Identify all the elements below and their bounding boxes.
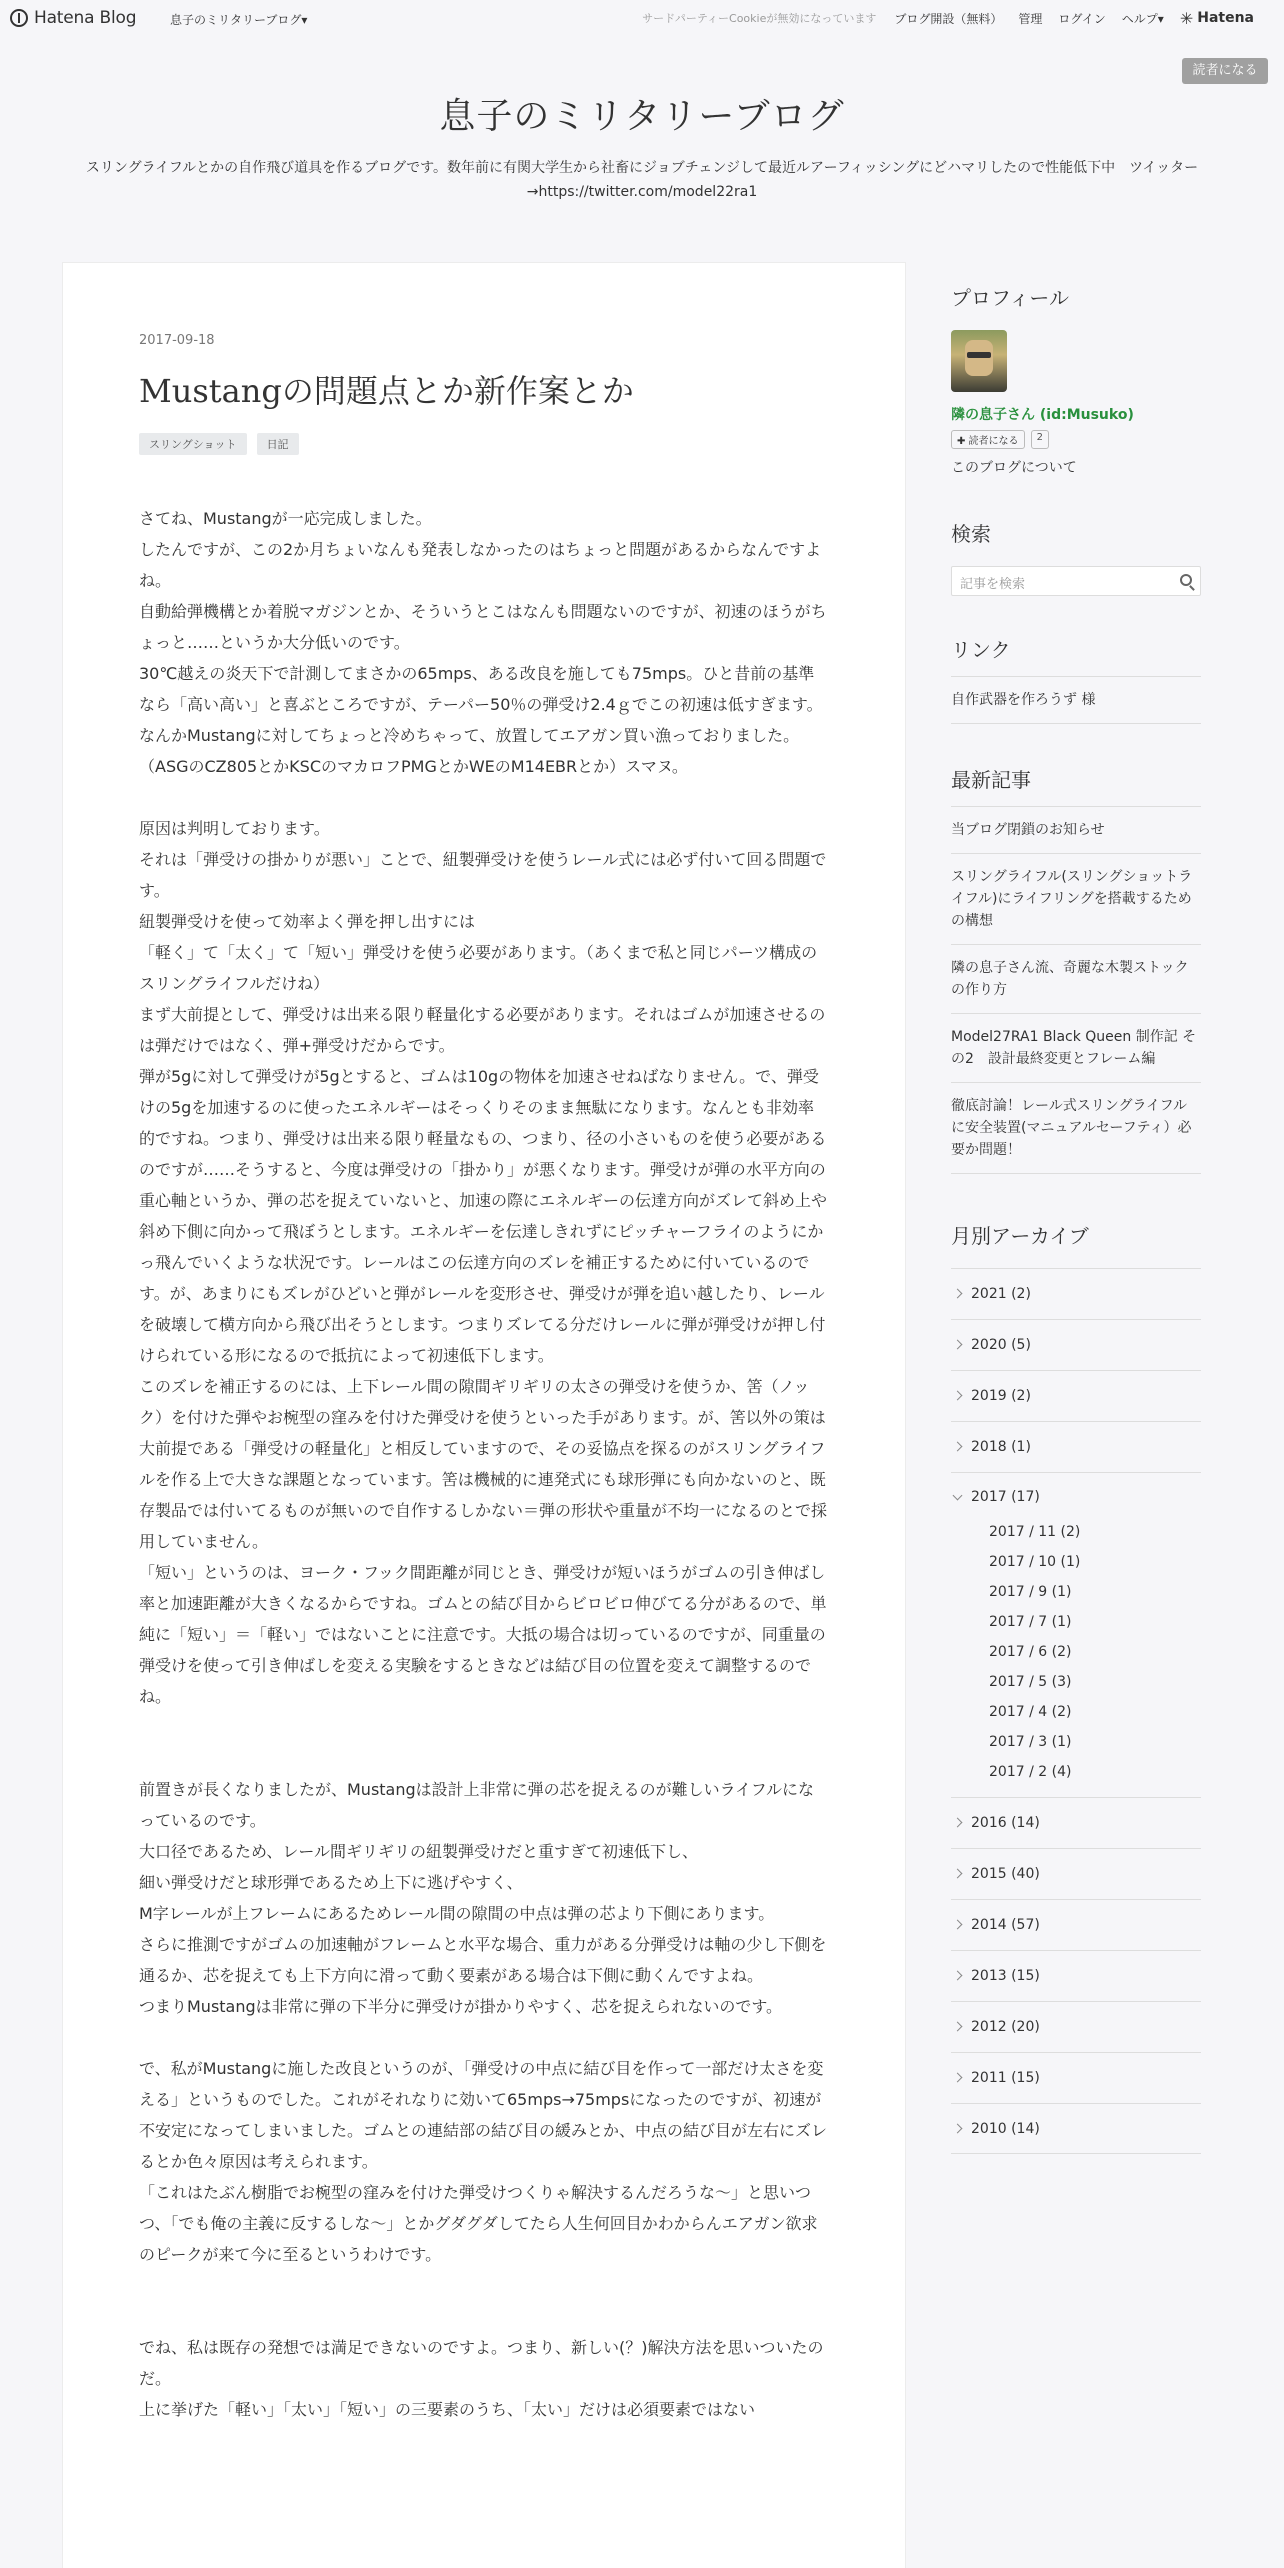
recent-entry-item[interactable]: 徹底討論！レール式スリングライフルに安全装置(マニュアルセーフティ）必要か問題！ bbox=[951, 1082, 1201, 1174]
search-placeholder: 記事を検索 bbox=[960, 577, 1026, 592]
entry-categories bbox=[139, 433, 309, 455]
profile-name[interactable]: 隣の息子さん (id:Musuko) bbox=[951, 407, 1134, 423]
reader-count[interactable]: 2 bbox=[1031, 430, 1049, 449]
archive-year-label[interactable]: 2020 (5) bbox=[971, 1337, 1031, 1353]
entry-paragraph: 前置きが長くなりましたが、Mustangは設計上非常に弾の芯を捉えるのが難しいライフルになっているのです。 大口径であるため、レール間ギリギリの紐製弾受けだと重すぎて初速低下し、 細い弾受けだと球形弾であるため上下に逃げやすく、 M字レールが上フレームにあるためレール間の隙間の中点は弾の芯より下側にあります。 さらに推測ですがゴムの加速軸がフレームと水平な場合、重力がある分弾受けは軸の少し下側を通るか、芯を捉えても上下方向に滑って動く要素がある場合は下側に動くんですよね。 つまりMustangは非常に弾の下半分に弾受けが掛かりやすく、芯を捉えられないのです。 bbox=[139, 1780, 827, 2016]
links-list bbox=[951, 676, 1201, 724]
archive-year-item[interactable] bbox=[951, 1370, 1201, 1421]
archive-year-item[interactable] bbox=[951, 1899, 1201, 1950]
hatena-star-icon: ✳ bbox=[1179, 8, 1194, 28]
archive-year-item[interactable] bbox=[951, 1268, 1201, 1319]
archive-year-item[interactable] bbox=[951, 2001, 1201, 2052]
recent-heading: 最新記事 bbox=[951, 768, 1031, 792]
archive-month-item[interactable]: 2017 / 10 (1) bbox=[989, 1554, 1081, 1570]
avatar-glasses bbox=[967, 352, 991, 358]
archive-year-label[interactable]: 2021 (2) bbox=[971, 1286, 1031, 1302]
archive-year-item[interactable] bbox=[951, 2052, 1201, 2103]
recent-entry-item[interactable]: 隣の息子さん流、奇麗な木製ストックの作り方 bbox=[951, 944, 1201, 1013]
archive-year-label[interactable]: 2017 (17) bbox=[971, 1489, 1040, 1505]
entry-paragraph: で、私がMustangに施した改良というのが、「弾受けの中点に結び目を作って一部だけ太さを変える」というものでした。これがそれなりに効いて65mps→75mpsになったのですが、初速が不安定になってしまいました。ゴムとの連結部の結び目の緩みとか、中点の結び目が左右にズレるとか色々原因は考えられます。 「これはたぶん樹脂でお椀型の窪みを付けた弾受けつくりゃ解決するんだろうな〜」と思いつつ、「でも俺の主義に反するしな〜」とかグダグダしてたら人生何回目かわからんエアガン欲求のピークが来て今に至るというわけです。 bbox=[139, 2059, 828, 2264]
avatar[interactable] bbox=[951, 330, 1007, 392]
open-blog-link[interactable]: ブログ開設（無料） bbox=[894, 11, 1003, 26]
cookie-notice[interactable]: サードパーティーCookieが無効になっています bbox=[642, 12, 877, 25]
archive-month-item[interactable]: 2017 / 9 (1) bbox=[989, 1584, 1072, 1600]
blog-title[interactable]: 息子のミリタリーブログ bbox=[439, 96, 845, 137]
admin-link[interactable]: 管理 bbox=[1018, 11, 1043, 26]
search-heading: 検索 bbox=[951, 522, 991, 546]
entry-article bbox=[62, 262, 906, 2568]
category-tag[interactable]: 日記 bbox=[257, 433, 299, 455]
archive-year-item[interactable] bbox=[951, 1950, 1201, 2001]
hatena-blog-logo[interactable] bbox=[10, 8, 136, 28]
entry-date[interactable]: 2017-09-18 bbox=[139, 333, 215, 348]
recent-entry-item[interactable]: Model27RA1 Black Queen 制作記 その2 設計最終変更とフレーム編 bbox=[951, 1013, 1201, 1082]
archive-year-label[interactable]: 2014 (57) bbox=[971, 1917, 1040, 1933]
archive-year-label[interactable]: 2018 (1) bbox=[971, 1439, 1031, 1455]
profile-heading: プロフィール bbox=[951, 286, 1069, 310]
archive-heading: 月別アーカイブ bbox=[951, 1224, 1089, 1248]
entry-title[interactable]: Mustangの問題点とか新作案とか bbox=[139, 372, 634, 410]
archive-year-label[interactable]: 2012 (20) bbox=[971, 2019, 1040, 2035]
link-item[interactable]: 自作武器を作ろうず 様 bbox=[951, 676, 1201, 724]
archive-month-item[interactable]: 2017 / 3 (1) bbox=[989, 1734, 1072, 1750]
global-header bbox=[0, 0, 1284, 36]
archive-year-label[interactable]: 2011 (15) bbox=[971, 2070, 1040, 2086]
avatar-face bbox=[965, 340, 993, 376]
entry-content bbox=[139, 503, 829, 2456]
sidebar-search bbox=[951, 518, 1201, 608]
hatena-menu[interactable] bbox=[1180, 9, 1270, 28]
hatena-blog-logo-icon bbox=[10, 9, 28, 27]
entry-paragraph: 原因は判明しております。 それは「弾受けの掛かりが悪い」ことで、紐製弾受けを使うレール式には必ず付いて回る問題です。 紐製弾受けを使って効率よく弾を押し出すには 「軽く」て「太く」て「短い」弾受けを使う必要があります。（あくまで私と同じパーツ構成のスリングライフルだけね） まず大前提として、弾受けは出来る限り軽量化する必要があります。それはゴムが加速させるのは弾だけではなく、弾+弾受けだからです。 弾が5gに対して弾受けが5gとすると、ゴムは10gの物体を加速させねばなりません。で、弾受けの5gを加速するのに使ったエネルギーはそっくりそのまま無駄になります。なんとも非効率的ですね。つまり、弾受けは出来る限り軽量なもの、つまり、径の小さいものを使う必要があるのですが……そうすると、今度は弾受けの「掛かり」が悪くなります。弾受けが弾の水平方向の重心軸というか、弾の芯を捉えていないと、加速の際にエネルギーの伝達方向がズレて斜め上や斜め下側に向かって飛ぼうとします。エネルギーを伝達しきれずにピッチャーフライのようにかっ飛んでいくような状況です。レールはこの伝達方向のズレを補正するために付いているのです。が、あまりにもズレがひどいと弾がレールを変形させ、弾受けが弾を追い越したり、レールを破壊して横方向から飛び出そうとします。つまりズレてる分だけレールに弾が弾受けが押し付けられている形になるので抵抗によって初速低下します。 このズレを補正するのには、上下レール間の隙間ギリギリの太さの弾受けを使うか、筈（ノック）を付けた弾やお椀型の窪みを付けた弾受けを使うといった手があります。が、筈以外の策は大前提である「弾受けの軽量化」と相反していますので、その妥協点を探るのがスリングライフルを作る上で大きな課題となっています。筈は機械的に連発式にも球形弾にも向かないのと、既存製品では付いてるものが無いので自作するしかない＝弾の形状や重量が不均一になるのとで採用していません。 「短い」というのは、ヨーク・フック間距離が同じとき、弾受けが短いほうがゴムの引き伸ばし率と加速距離が大きくなるからですね。ゴムとの結び目からビロビロ伸びてる分があるので、単純に「短い」＝「軽い」ではないことに注意です。大抵の場合は切っているのですが、同重量の弾受けを使って引き伸ばしを変える実験をするときなどは結び目の位置を変えて調整するのでね。 bbox=[139, 819, 828, 1706]
login-link[interactable]: ログイン bbox=[1058, 11, 1106, 26]
archive-month-item[interactable]: 2017 / 6 (2) bbox=[989, 1644, 1072, 1660]
links-heading: リンク bbox=[951, 638, 1011, 662]
reader-row bbox=[951, 430, 1049, 449]
about-blog-link[interactable]: このブログについて bbox=[951, 460, 1077, 476]
header-links bbox=[642, 10, 1284, 26]
recent-entry-item[interactable]: スリングライフル(スリングショットライフル)にライフリングを搭載するための構想 bbox=[951, 853, 1201, 944]
help-menu[interactable]: ヘルプ▾ bbox=[1121, 11, 1164, 26]
archive-year-item[interactable] bbox=[951, 1319, 1201, 1370]
blog-name-menu[interactable]: 息子のミリタリーブログ▾ bbox=[170, 13, 308, 27]
archive-year-item[interactable] bbox=[951, 1797, 1201, 1848]
search-input[interactable] bbox=[951, 566, 1201, 596]
sidebar-links bbox=[951, 634, 1201, 724]
sidebar-profile bbox=[951, 282, 1201, 482]
recent-entry-item[interactable]: 当ブログ閉鎖のお知らせ bbox=[951, 806, 1201, 853]
subscribe-button[interactable]: 読者になる bbox=[1182, 58, 1268, 84]
archive-year-label[interactable]: 2015 (40) bbox=[971, 1866, 1040, 1882]
archive-year-item-expanded[interactable] bbox=[951, 1472, 1201, 1797]
archive-year-item[interactable] bbox=[951, 1421, 1201, 1472]
hatena-label: Hatena bbox=[1197, 10, 1254, 26]
archive-list bbox=[951, 1268, 1201, 2154]
archive-year-label[interactable]: 2016 (14) bbox=[971, 1815, 1040, 1831]
archive-month-list bbox=[971, 1517, 1201, 1787]
archive-year-item[interactable] bbox=[951, 1848, 1201, 1899]
search-icon[interactable] bbox=[1180, 574, 1192, 586]
archive-month-item[interactable]: 2017 / 4 (2) bbox=[989, 1704, 1072, 1720]
archive-month-item[interactable]: 2017 / 5 (3) bbox=[989, 1674, 1072, 1690]
entry-paragraph: さてね、Mustangが一応完成しました。 したんですが、この2か月ちょいなんも発表しなかったのはちょっと問題があるからなんですよね。 自動給弾機構とか着脱マガジンとか、そういうとこはなんも問題ないのですが、初速のほうがちょっと……というか大分低いのです。 30℃越えの炎天下で計測してまさかの65mps、ある改良を施しても75mps。ひと昔前の基準なら「高い高い」と喜ぶところですが、テーパー50％の弾受け2.4ｇでこの初速は低すぎます。 なんかMustangに対してちょっと冷めちゃって、放置してエアガン買い漁っておりました。（ASGのCZ805とかKSCのマカロフPMGとかWEのM14EBRとか）スマヌ。 bbox=[139, 509, 827, 776]
archive-year-item[interactable] bbox=[951, 2103, 1201, 2154]
archive-month-item[interactable]: 2017 / 2 (4) bbox=[989, 1764, 1072, 1780]
recent-list bbox=[951, 806, 1201, 1174]
archive-month-item[interactable]: 2017 / 11 (2) bbox=[989, 1524, 1081, 1540]
category-tag[interactable]: スリングショット bbox=[139, 433, 247, 455]
reader-subscribe-button[interactable]: ✚ 読者になる bbox=[951, 430, 1025, 449]
logo-text: Hatena Blog bbox=[34, 8, 137, 28]
archive-year-label[interactable]: 2010 (14) bbox=[971, 2121, 1040, 2137]
archive-year-label[interactable]: 2019 (2) bbox=[971, 1388, 1031, 1404]
archive-year-label[interactable]: 2013 (15) bbox=[971, 1968, 1040, 1984]
blog-description: スリングライフルとかの自作飛び道具を作るブログです。数年前に有関大学生から社畜にジョブチェンジして最近ルアーフィッシングにどハマリしたので性能低下中 ツイッター→https://twitter.com/model22ra1 bbox=[85, 160, 1199, 200]
sidebar-recent-entries bbox=[951, 764, 1201, 1184]
entry-paragraph: でね、私は既存の発想では満足できないのですよ。つまり、新しい(？)解決方法を思いついたのだ。 上に挙げた「軽い」「太い」「短い」の三要素のうち、「太い」だけは必須要素ではない bbox=[139, 2338, 824, 2419]
archive-month-item[interactable]: 2017 / 7 (1) bbox=[989, 1614, 1072, 1630]
sidebar-archive bbox=[951, 1220, 1201, 2180]
